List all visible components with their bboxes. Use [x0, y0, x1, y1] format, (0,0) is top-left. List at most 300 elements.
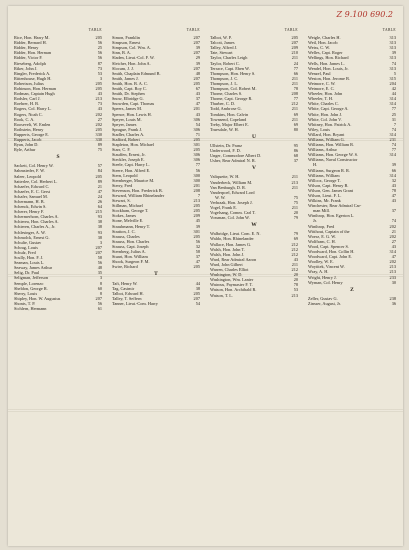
table-number: 8 [99, 290, 102, 296]
guest-name: Watson, T. L. [210, 292, 234, 298]
guest-name: Talley, Alfred J. [210, 45, 238, 51]
guest-name: Valiquette, W. H. [210, 174, 240, 180]
guest-name: Walbridge, Lieut. Com. E. N. [210, 231, 261, 237]
guest-name: Stockham, George T. [112, 208, 149, 214]
table-number: 42 [391, 86, 396, 92]
guest-name: Jr. [313, 218, 317, 224]
table-number: 53 [97, 70, 102, 76]
table-number: 212 [291, 267, 298, 273]
table-number: 24 [97, 193, 102, 199]
guest-name: Scherer, Henry F. [14, 209, 45, 215]
table-number: 205 [193, 233, 200, 239]
guest-name: Talbot, Edward H. [112, 290, 144, 296]
table-number: 208 [291, 91, 298, 97]
index-entry [308, 301, 396, 306]
guest-name: Stokes, James [112, 213, 137, 219]
table-number: 21 [391, 228, 396, 234]
guest-name: Schaefer, Edward C. [14, 183, 50, 189]
table-number: 211 [291, 75, 298, 81]
table-number: 66 [391, 167, 396, 173]
table-number: 315 [389, 75, 396, 81]
guest-name: Williams, Arthur [308, 147, 337, 153]
table-number: 207 [193, 75, 200, 81]
table-number: 56 [97, 40, 102, 46]
guest-name: Rice, Hon. Harry M. [14, 35, 50, 41]
table-number: 74 [391, 218, 396, 224]
guest-name: Stone, Melville E. [112, 218, 144, 224]
guest-name: Vanderbeck, William M. [210, 179, 253, 185]
guest-name: Schulz, Fred [14, 249, 36, 255]
guest-name: Williams, Surgeon R. R. [308, 167, 351, 173]
table-number: 21 [97, 183, 102, 189]
guest-name: Talbot, W. P. [210, 35, 232, 41]
guest-name: Smith, Chaplain Edmund B. [112, 70, 161, 76]
index-column [112, 28, 200, 306]
table-number: 73 [97, 65, 102, 71]
guest-name: Strauss, Hon. Charles [112, 238, 150, 244]
table-number: 47 [195, 259, 200, 265]
table-number: 202 [95, 121, 102, 127]
guest-name: Wellings, Hon. Richard [308, 55, 349, 61]
table-number: 211 [291, 184, 298, 190]
table-number: 210 [291, 50, 298, 56]
table-number: 43 [391, 182, 396, 188]
table-number: 53 [293, 287, 298, 293]
guest-name: Woodward, Hon. Collin H. [308, 249, 355, 255]
guest-name: Whitney, Hon. Patrick A. [308, 121, 352, 127]
table-number: 313 [389, 45, 396, 51]
table-number: 202 [389, 259, 396, 265]
guest-name: Tate, Stewart [210, 50, 233, 56]
guest-name: Wenzel, Paul [308, 70, 331, 76]
table-number: 314 [389, 249, 396, 255]
guest-name: Witthout, Captain of the [308, 228, 350, 234]
table-number: 201 [193, 182, 200, 188]
table-number: 205 [193, 136, 200, 142]
table-number: 204 [389, 80, 396, 86]
table-number: 61 [97, 305, 102, 311]
guest-name: Weil, Hon. Jacob [308, 40, 338, 46]
index-entry [112, 301, 200, 306]
table-number: 77 [391, 106, 396, 112]
guest-name: Watrous, Paymaster F. T. [210, 282, 253, 288]
table-number: 314 [389, 101, 396, 107]
table-number: 56 [97, 55, 102, 61]
index-entry [112, 264, 200, 269]
table-number: 205 [95, 173, 102, 179]
guest-name: Schermann, H. B. [14, 199, 45, 204]
table-number: 211 [291, 174, 298, 180]
table-number: 56 [97, 260, 102, 266]
index-entry [210, 127, 298, 132]
guest-name: Tag, Casimir [112, 285, 135, 291]
guest-name: Sahmsieder, F. W. [14, 168, 45, 174]
index-column [14, 28, 102, 311]
table-number: 47 [391, 254, 396, 260]
table-number: 211 [291, 261, 298, 267]
index-column [210, 28, 298, 298]
table-number: 213 [389, 269, 396, 275]
table-number: 25 [391, 111, 396, 117]
guest-name: Wilson, Capt. Henry B. [308, 182, 349, 188]
guest-name: Winthrop, Hon. Egerton L. [308, 213, 355, 219]
guest-name: Riker, John J. [14, 65, 38, 71]
guest-name: Winchester, Rear Admiral Car- [308, 203, 362, 209]
guest-name: Rupperts, George E. [14, 131, 50, 137]
table-number: 87 [97, 60, 102, 66]
table-number: 313 [389, 55, 396, 61]
guest-name: H. [313, 162, 318, 168]
guest-name: Wallace, Hon. James G. [210, 241, 252, 247]
table-number: 207 [95, 244, 102, 250]
table-number: 205 [95, 80, 102, 86]
table-number: 74 [391, 60, 396, 66]
table-number: 207 [193, 295, 200, 301]
table-number: 207 [95, 249, 102, 255]
table-number: 60 [97, 285, 102, 291]
guest-name: Wetmore, E. C. [308, 86, 335, 92]
guest-name: Wiley, Louis [308, 126, 330, 132]
table-number: 301 [193, 228, 200, 234]
table-number: 89 [97, 142, 102, 148]
table-number: 75 [97, 147, 102, 153]
table-number: 56 [97, 300, 102, 306]
table-column-header: TABLE [284, 28, 298, 32]
table-number: 212 [291, 241, 298, 247]
guest-name: Sterry, Fred [112, 182, 133, 188]
guest-name: Ward, John Gilbert [210, 261, 243, 267]
guest-name: Usher, Rear Admiral N. R. [210, 158, 256, 164]
table-number: 48 [97, 265, 102, 271]
section-letter: W [251, 222, 257, 229]
table-number: 31 [391, 116, 396, 122]
guest-name: Smith, Dr. Stephen [112, 91, 145, 97]
guest-name: Saleer, Leopold [14, 173, 42, 179]
guest-name: Sinn, B. A. [112, 50, 131, 56]
table-number: 205 [193, 80, 200, 86]
table-number: 211 [291, 80, 298, 86]
table-number: 93 [97, 229, 102, 235]
table-number: 47 [391, 193, 396, 198]
table-number: 205 [291, 35, 298, 41]
table-number: 67 [195, 86, 200, 92]
index-entry [210, 293, 298, 298]
guest-name: Weigle, Charles H. [308, 35, 341, 41]
guest-name: Washington, Wm. Lanier [210, 277, 254, 283]
table-number: 54 [195, 121, 200, 127]
table-number: 43 [97, 91, 102, 97]
table-number: 43 [195, 111, 200, 117]
guest-name: Snowden, Capt. Thomas [112, 101, 155, 107]
table-number: 26 [97, 199, 102, 204]
guest-name: Stafford, Robert [112, 136, 140, 142]
guest-name: Selig, Dr. Paul [14, 270, 40, 276]
guest-name: White, Charles C. [308, 101, 339, 107]
guest-name: Ullstein, Dr. Franz [210, 142, 242, 148]
table-number: 93 [97, 214, 102, 220]
table-number: 213 [95, 96, 102, 102]
table-number: 38 [97, 224, 102, 230]
guest-name: Rook, C. A. [14, 116, 35, 122]
section-letter: T [154, 271, 158, 278]
table-number: 95 [293, 142, 298, 148]
table-number: 37 [293, 158, 298, 164]
table-number: 233 [389, 274, 396, 280]
table-number: 56 [195, 238, 200, 244]
table-number: 306 [193, 126, 200, 132]
table-number: 37 [195, 96, 200, 102]
guest-name: Schmolck, Ernest G. [14, 234, 50, 240]
guest-name: Speyer, Louis M. [112, 116, 142, 122]
guest-name: W. W. [215, 194, 226, 200]
guest-name: Woytitek, Vincent W. [308, 264, 345, 270]
guest-name: Schafer, Samuel M. [14, 193, 48, 199]
guest-name: Watson, Hon. Archibald R. [210, 287, 257, 293]
table-number: 211 [291, 205, 298, 210]
table-number: 205 [193, 290, 200, 296]
guest-name: Smith, Hon. B. A. C. [112, 80, 148, 86]
table-number: 56 [97, 50, 102, 56]
guest-name: Seaway, James Arthur [14, 265, 53, 271]
guest-name: Woolley, W. E. [308, 259, 334, 265]
guest-name: Thompson, J. L. [210, 80, 239, 86]
guest-name: Rogers, Col. Harry L. [14, 106, 52, 112]
table-number: 20 [293, 272, 298, 278]
guest-name: Stauffen, Ernest, Jr. [112, 152, 146, 158]
table-number: 77 [293, 96, 298, 102]
table-number: 43 [195, 91, 200, 97]
table-number: 64 [97, 204, 102, 210]
guest-name: Schermerhorn, Charles A. [14, 214, 59, 220]
guest-name: Schaefer, E. C. Gerst [14, 188, 51, 194]
table-number: 43 [97, 106, 102, 112]
guest-name: Stevenson, Hon. Frederick B. [112, 187, 163, 193]
guest-name: Semple, Lorenzo [14, 280, 44, 286]
table-number: 44 [195, 280, 200, 286]
table-number: 7 [393, 121, 396, 127]
table-number: 37 [391, 208, 396, 214]
guest-name: Stapleton, Hon. Michael [112, 142, 155, 148]
guest-name: Steele, Capt. Harry L. [112, 162, 150, 168]
guest-name: Shonts, T. P. [14, 300, 36, 306]
table-column-header: TABLE [382, 28, 396, 32]
table-number: 78 [293, 282, 298, 288]
guest-name: Shipley, Hon. W. Augustus [14, 295, 61, 301]
guest-name: Roosevelt, W. Emlen [14, 121, 51, 127]
table-number: 68 [293, 153, 298, 159]
guest-name: Walsh, Hon. John T. [210, 246, 245, 252]
guest-name: Strauss, Capt. Joseph [112, 243, 149, 249]
guest-name: Thompson, J. C. [210, 75, 239, 81]
guest-name: Schulte, Gustav [14, 239, 42, 245]
guest-name: Townsend, Copeland [210, 116, 247, 122]
guest-name: Spence, Hon. Lewis H. [112, 111, 152, 117]
table-number: 27 [391, 238, 396, 244]
guest-name: Wyman, Col. Henry [308, 279, 343, 285]
section-letter: Z [350, 286, 354, 293]
guest-name: Sprague, Frank J. [112, 126, 143, 132]
guest-name: Vogelsang, Comm. Carl T. [210, 210, 256, 216]
table-number: 25 [97, 45, 102, 51]
guest-name: Thorne, Charles S. [210, 91, 243, 97]
table-number: 207 [193, 35, 200, 41]
guest-name: Taft, Henry W. [112, 280, 138, 286]
table-number: 38 [97, 219, 102, 225]
table-number: 202 [95, 111, 102, 117]
guest-name: Winthrop, Fred [308, 223, 335, 229]
guest-name: Ringler, Frederick A. [14, 70, 51, 76]
table-number: 314 [389, 172, 396, 178]
table-number: 211 [291, 106, 298, 112]
guest-name: Steward, William Rhinelander [112, 193, 165, 198]
table-number: 314 [389, 152, 396, 158]
guest-name: Schenck, Edwin S. [14, 204, 47, 210]
table-number: 43 [293, 256, 298, 262]
table-number: 202 [389, 233, 396, 239]
guest-name: Stratton, J. C. [112, 228, 136, 234]
guest-name: man Mill. [313, 208, 330, 214]
table-number: 8 [99, 280, 102, 286]
guest-name: Truesdale, W. H. [210, 126, 239, 132]
guest-name: Rodman, Captain Hugh [14, 91, 55, 97]
table-number: 212 [291, 246, 298, 252]
table-number: 54 [195, 300, 200, 306]
table-number: 205 [95, 35, 102, 41]
table-number: 205 [193, 208, 200, 214]
guest-name: Rittenhouse, Hugh H. [14, 75, 52, 81]
guest-name: Wilson, Lieut. F. L. [308, 193, 342, 198]
table-number: 84 [97, 168, 102, 174]
table-number: 58 [97, 255, 102, 261]
table-number: 207 [193, 50, 200, 56]
guest-name: Vanderpoel, Edward Lord [210, 189, 255, 195]
table-number: 211 [291, 116, 298, 122]
guest-name: Walsh, Hon. John J. [210, 251, 245, 257]
table-number: 47 [195, 101, 200, 107]
table-number: 208 [193, 187, 200, 193]
table-number: 71 [195, 131, 200, 137]
table-number: 300 [193, 172, 200, 178]
table-number: 77 [195, 162, 200, 168]
table-number: 29 [195, 55, 200, 61]
guest-name: Williams, William G. [308, 136, 345, 142]
index-entry [210, 158, 298, 163]
guest-name: Steere, Hon. Alfred E. [112, 167, 151, 173]
table-number: 35 [97, 270, 102, 276]
guest-name: Wetmore, C. W. [308, 80, 336, 86]
guest-name: Sackett, Col. Henry W. [14, 163, 54, 169]
guest-name: Thompson, Hon. Henry S. [210, 70, 256, 76]
guest-name: Schlesinger, A. W. [14, 229, 46, 235]
guest-name: Unger, Commodore Albert D. [210, 153, 262, 159]
table-number: 39 [195, 45, 200, 51]
guest-name: Seligman, Jefferson [14, 275, 49, 281]
guest-name: Ridder, Hon. Herman [14, 50, 52, 56]
guest-name: Simpson, Ernest [112, 40, 141, 46]
table-number: 330 [95, 136, 102, 142]
table-number: 211 [291, 55, 298, 61]
table-number: 30 [391, 279, 396, 285]
table-number: 5 [393, 70, 396, 76]
table-number: 38 [97, 234, 102, 240]
index-entry [210, 215, 298, 220]
guest-name: Warren, Charles Elliot [210, 267, 249, 273]
guest-name: Sternberg, Julius A. [112, 249, 146, 255]
section-letter: V [252, 165, 256, 172]
table-number: 47 [97, 188, 102, 194]
guest-name: Stillman, Michael [112, 203, 143, 209]
guest-name: Speyer, James [112, 121, 137, 127]
table-number: 57 [97, 163, 102, 169]
index-entry [14, 147, 102, 152]
table-number: 301 [193, 142, 200, 148]
guest-name: Weston, Hon. Jerome B. [308, 75, 350, 81]
guest-name: Sternberger, Maurice M. [112, 177, 155, 183]
guest-name: Talcott, James [210, 40, 235, 46]
table-number: 205 [95, 86, 102, 92]
guest-name: Verbraak, Hon. Joseph J. [210, 199, 253, 205]
table-number: 69 [293, 111, 298, 117]
guest-name: Ridder, Bernard H. [14, 40, 47, 46]
table-number: 20 [293, 277, 298, 283]
table-number: 89 [97, 178, 102, 184]
table-number: 314 [389, 131, 396, 137]
table-number: 209 [193, 213, 200, 219]
table-column-header: TABLE [186, 28, 200, 32]
guest-name: Sladen, Lieut.-Col. F. W. [112, 55, 155, 61]
guest-name: Rodsler, Carl J. [14, 96, 41, 102]
table-number: 77 [293, 65, 298, 71]
table-number: 27 [97, 116, 102, 122]
table-number: 78 [293, 86, 298, 92]
table-number: 3 [99, 239, 102, 245]
guest-name: Stewart, S. [112, 198, 131, 204]
table-number: 69 [293, 121, 298, 127]
guest-name: Wheeler, Hon. John [308, 91, 343, 97]
table-number: 213 [291, 292, 298, 298]
table-number: 201 [193, 106, 200, 112]
table-number: 43 [391, 198, 396, 204]
table-number: 205 [193, 203, 200, 209]
table-number: 213 [389, 264, 396, 270]
table-number: 207 [193, 40, 200, 46]
guest-name: Welles, Capt. Roger [308, 50, 343, 56]
table-number: 43 [391, 243, 396, 249]
guest-name: Speers, James M. [112, 106, 143, 112]
guest-name: Willard, Hon. Bryant [308, 131, 345, 137]
guest-name: Woodward, Capt. John E. [308, 254, 353, 260]
table-number: 207 [95, 295, 102, 301]
guest-name: Stuart, Hon. William [112, 254, 148, 260]
guest-name: Snow, Elbridge G. [112, 96, 144, 102]
guest-name: Wood, Capt. Spencer S. [308, 243, 349, 249]
guest-name: Zeller, Gustav G. [308, 295, 338, 301]
guest-name: Woerz, E. G. W. [308, 233, 336, 239]
guest-name: Sherry, Louis [14, 290, 38, 296]
table-number: 39 [391, 162, 396, 168]
table-number: 213 [291, 179, 298, 185]
guest-name: Shook, Surgeon F. M. [112, 259, 150, 265]
table-number: 45 [195, 218, 200, 224]
table-number: 238 [389, 295, 396, 301]
guest-name: Robertson, Julius [14, 80, 44, 86]
guest-name: Smith, Capt. Roy C. [112, 86, 147, 92]
guest-name: Waldo, Hon. Rhinelander [210, 236, 254, 242]
guest-name: Taylor, Charles Leigh [210, 55, 248, 61]
table-number: 306 [193, 152, 200, 158]
table-number: 39 [391, 50, 396, 56]
guest-name: Tomkins, Hon. Calvin [210, 111, 249, 117]
